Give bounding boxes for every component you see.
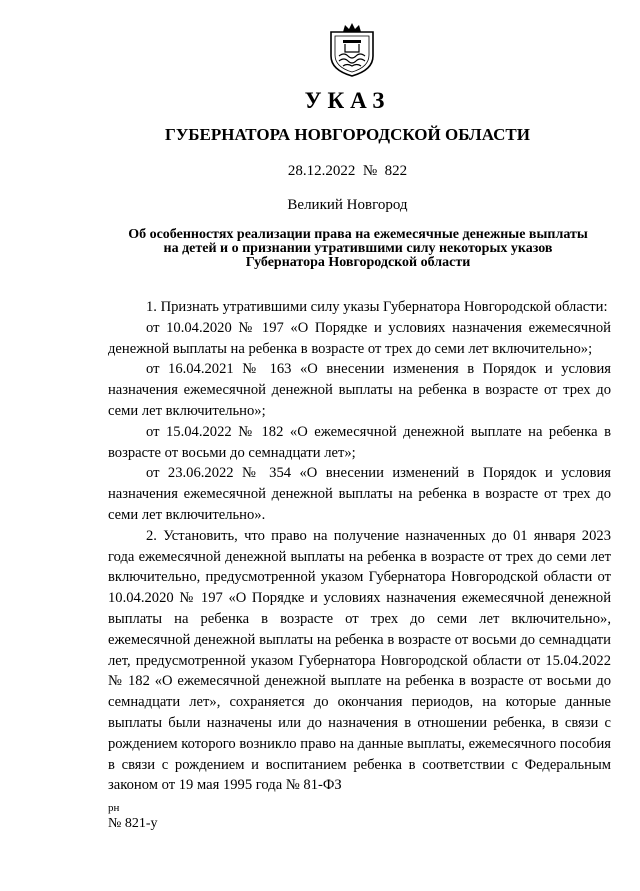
document-subject: [108, 228, 608, 270]
paragraph: от 16.04.2021 № 163 «О внесении изменения в Порядок и условия назначения ежемесячной денежной выплаты на ребенка в возрасте от трех до семи лет включительно»;: [108, 361, 611, 419]
city-line: Великий Новгород: [287, 197, 408, 213]
subject-line: Губернатора Новгородской области: [245, 255, 471, 270]
coat-of-arms-icon: [327, 22, 377, 78]
document-subtitle: ГУБЕРНАТОРА НОВГОРОДСКОЙ ОБЛАСТИ: [165, 125, 530, 144]
footer: [108, 800, 158, 832]
footer-ref: № 821-у: [108, 816, 158, 831]
paragraph: от 10.04.2020 № 197 «О Порядке и условиях назначения ежемесячной денежной выплаты на ребенка в возрасте от трех до семи лет включительно»;: [108, 319, 611, 357]
document-body: [108, 297, 611, 796]
document-date: 28.12.2022: [287, 163, 356, 179]
paragraph: 1. Признать утратившими силу указы Губернатора Новгородской области:: [146, 299, 608, 315]
document-number: 822: [384, 163, 408, 179]
paragraph: 2. Установить, что право на получение назначенных до 01 января 2023 года ежемесячной денежной выплаты на ребенка в возрасте от трех до семи лет включительно, предусмотренной указом Губернатора Новгородской области от 10.04.2020 № 197 «О Порядке и условиях назначения ежемесячной денежной выплаты на ребенка в возрасте от трех до семи лет включительно», ежемесячной денежной выплаты на ребенка в возрасте от восьми до семнадцати лет, предусмотренной указом Губернатора Новгородской области от 15.04.2022 № 182 «О ежемесячной денежной выплате на ребенка в возрасте от восьми до семнадцати лет», сохраняется до окончания периодов, на которые данные выплаты были назначены или до назначения в отношении ребенка, в связи с рождением которого возникло право на данные выплаты, ежемесячного пособия в связи с рождением и воспитанием ребенка в соответствии с Федеральным законом от 19 мая 1995 года № 81-ФЗ: [108, 527, 611, 794]
date-number-line: [0, 163, 640, 180]
subject-line: на детей и о признании утратившими силу некоторых указов: [163, 241, 553, 256]
number-sign: №: [362, 163, 378, 179]
footer-code: рн: [108, 802, 120, 814]
paragraph: от 23.06.2022 № 354 «О внесении изменений в Порядок и условия назначения ежемесячной денежной выплаты на ребенка в возрасте от трех до семи лет включительно».: [108, 465, 611, 523]
paragraph: от 15.04.2022 № 182 «О ежемесячной денежной выплате на ребенка в возрасте от восьми до семнадцати лет»;: [108, 423, 611, 461]
document-title: УКАЗ: [304, 88, 391, 113]
subject-line: Об особенностях реализации права на ежемесячные денежные выплаты: [128, 227, 588, 242]
